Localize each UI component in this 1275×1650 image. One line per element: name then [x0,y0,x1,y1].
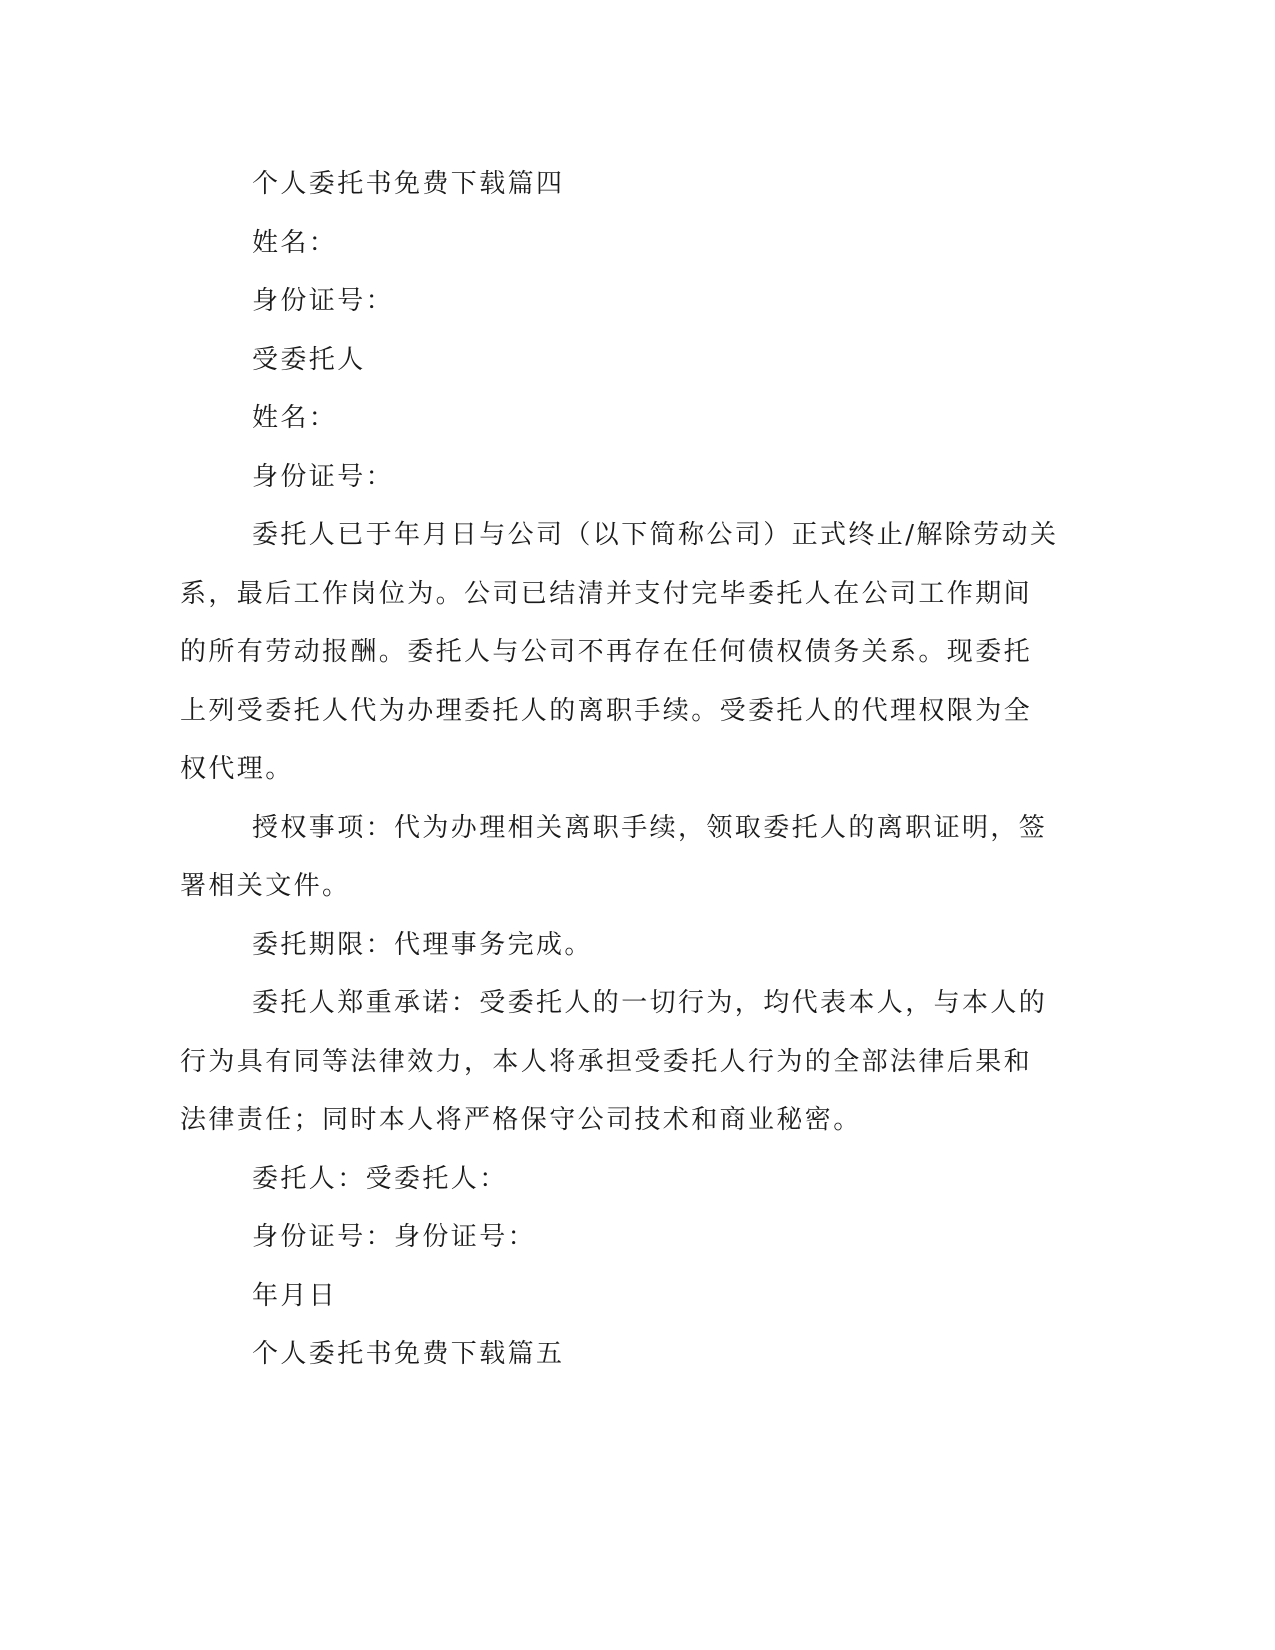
agent-id-field: 身份证号： [252,461,395,492]
paragraph-line: 权代理。 [180,754,294,784]
paragraph-line: 法律责任；同时本人将严格保守公司技术和商业秘密。 [180,1105,862,1135]
document-body [180,155,1059,1384]
agent-name-field: 姓名： [252,403,338,433]
section-heading-4: 个人委托书免费下载篇四 [252,169,565,199]
paragraph-termination [180,506,1059,799]
paragraph-line: 系，最后工作岗位为。公司已结清并支付完毕委托人在公司工作期间 [180,578,1033,609]
paragraph-line: 委托人已于年月日与公司（以下简称公司）正式终止/解除劳动关 [252,520,1059,550]
paragraph-authorization [180,799,1048,916]
paragraph-line: 委托人郑重承诺：受委托人的一切行为，均代表本人，与本人的 [252,988,1048,1018]
section-heading-5: 个人委托书免费下载篇五 [252,1339,565,1369]
date-line: 年月日 [252,1280,338,1311]
paragraph-term: 委托期限：代理事务完成。 [252,929,593,960]
principal-name-field: 姓名： [252,227,338,258]
paragraph-line: 上列受委托人代为办理委托人的离职手续。受委托人的代理权限为全 [180,695,1033,726]
paragraph-line: 授权事项：代为办理相关离职手续，领取委托人的离职证明，签 [252,812,1048,843]
paragraph-commitment [180,974,1048,1150]
paragraph-line: 的所有劳动报酬。委托人与公司不再存在任何债权债务关系。现委托 [180,637,1033,667]
agent-heading: 受委托人 [252,344,366,375]
signature-line: 委托人：受委托人： [252,1163,508,1194]
id-signature-line: 身份证号：身份证号： [252,1222,537,1252]
paragraph-line: 署相关文件。 [180,871,351,901]
paragraph-line: 行为具有同等法律效力，本人将承担受委托人行为的全部法律后果和 [180,1046,1033,1077]
principal-id-field: 身份证号： [252,286,395,316]
